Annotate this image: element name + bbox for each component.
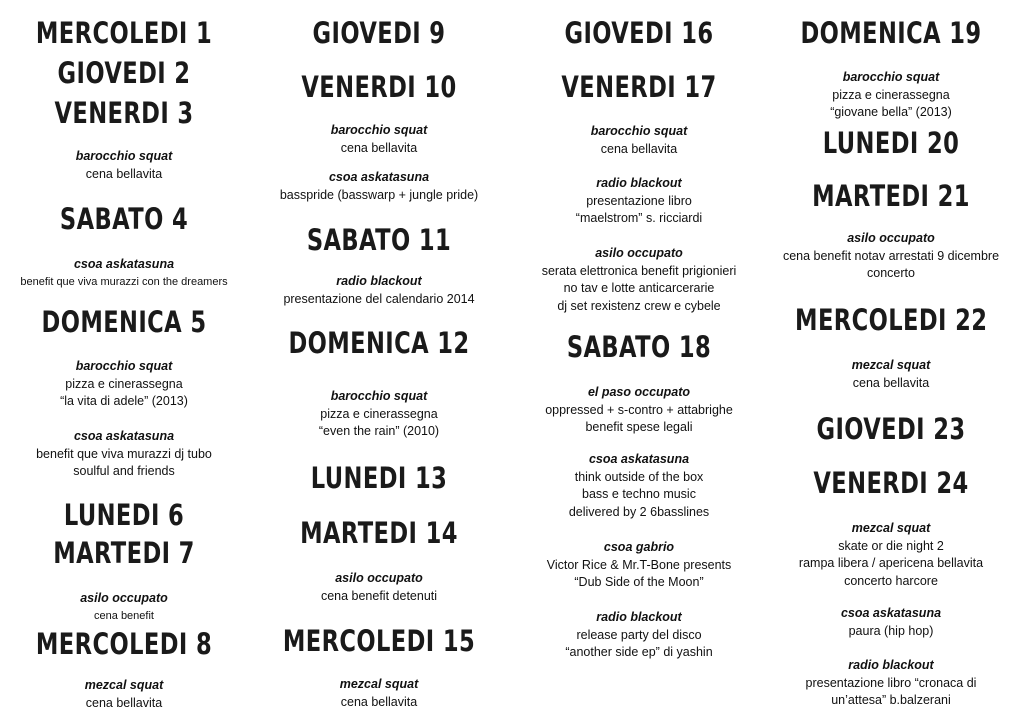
event-line: benefit que viva murazzi dj tubo: [36, 446, 212, 461]
event-line: delivered by 2 6basslines: [568, 504, 710, 519]
day-heading: VENERDI 10: [301, 70, 457, 104]
event-entry: [254, 676, 504, 711]
event-entry: [254, 122, 504, 157]
day-heading: MERCOLEDI 22: [795, 303, 988, 337]
event-entry: [768, 520, 1014, 590]
event-line: “maelstrom” s. ricciardi: [575, 211, 703, 225]
event-venue: csoa gabrio: [603, 540, 675, 554]
event-venue: radio blackout: [596, 610, 682, 624]
event-line: presentazione libro: [586, 193, 692, 208]
event-entry: [510, 175, 768, 228]
day-heading: MERCOLEDI 15: [282, 624, 476, 658]
event-line: “la vita di adele” (2013): [60, 394, 188, 408]
event-line: cena bellavita: [85, 695, 163, 710]
event-line: rampa libera / apericena bellavita: [798, 556, 984, 570]
day-heading: GIOVEDI 9: [312, 16, 446, 50]
event-line: release party del disco: [576, 627, 702, 642]
event-venue: barocchio squat: [330, 123, 428, 137]
event-entry: [254, 570, 504, 605]
event-line: cena benefit: [94, 609, 154, 622]
event-line: pizza e cinerassegna: [320, 406, 438, 421]
event-line: benefit que viva murazzi con the dreamers: [20, 275, 228, 288]
event-line: concerto: [867, 266, 915, 280]
day-heading: SABATO 4: [59, 202, 189, 236]
event-entry: [768, 69, 1014, 122]
event-entry: [510, 539, 768, 592]
day-heading: VENERDI 24: [813, 466, 969, 500]
event-venue: radio blackout: [596, 176, 682, 190]
day-heading: SABATO 11: [306, 223, 452, 257]
day-heading: GIOVEDI 16: [564, 16, 714, 50]
event-entry: [254, 388, 504, 441]
day-heading: DOMENICA 19: [800, 16, 982, 50]
event-venue: barocchio squat: [75, 149, 173, 163]
day-heading: VENERDI 17: [561, 70, 717, 104]
event-entry: [768, 230, 1014, 283]
day-heading: GIOVEDI 23: [816, 412, 966, 446]
event-line: “even the rain” (2010): [318, 424, 440, 438]
event-line: think outside of the box: [574, 469, 704, 484]
event-venue: asilo occupato: [335, 571, 423, 585]
event-entry: [0, 256, 248, 291]
event-line: dj set rexistenz crew e cybele: [557, 298, 721, 313]
event-venue: asilo occupato: [847, 231, 935, 245]
event-venue: csoa askatasuna: [328, 170, 430, 184]
event-entry: [0, 590, 248, 625]
event-entry: [0, 677, 248, 712]
event-entry: [0, 358, 248, 411]
event-line: cena bellavita: [340, 140, 418, 155]
event-venue: asilo occupato: [595, 246, 683, 260]
event-line: no tav e lotte anticarcerarie: [563, 281, 715, 295]
day-heading: DOMENICA 5: [41, 305, 207, 339]
day-heading: VENERDI 3: [54, 96, 194, 130]
event-line: Victor Rice & Mr.T-Bone presents: [546, 557, 732, 572]
event-entry: [510, 245, 768, 315]
day-heading: LUNEDI 13: [310, 461, 448, 495]
day-heading: LUNEDI 20: [822, 126, 960, 160]
event-line: benefit spese legali: [585, 420, 693, 434]
event-line: “Dub Side of the Moon”: [574, 575, 704, 589]
day-heading: DOMENICA 12: [288, 326, 470, 360]
event-entry: [768, 605, 1014, 640]
event-venue: mezcal squat: [339, 677, 419, 691]
event-line: pizza e cinerassegna: [832, 87, 950, 102]
day-heading: LUNEDI 6: [63, 498, 185, 532]
event-line: cena bellavita: [340, 694, 418, 709]
event-line: un’attesa” b.balzerani: [831, 693, 951, 707]
event-entry: [0, 428, 248, 481]
event-entry: [510, 123, 768, 158]
event-entry: [0, 148, 248, 183]
event-venue: el paso occupato: [587, 385, 691, 399]
event-venue: barocchio squat: [590, 124, 688, 138]
event-line: presentazione libro “cronaca di: [805, 675, 977, 690]
day-heading: MARTEDI 7: [53, 536, 195, 570]
event-entry: [510, 609, 768, 662]
event-line: cena bellavita: [85, 166, 163, 181]
event-line: “giovane bella” (2013): [830, 105, 952, 119]
event-line: soulful and friends: [73, 464, 175, 478]
event-entry: [768, 657, 1014, 710]
event-line: presentazione del calendario 2014: [283, 291, 475, 306]
event-entry: [510, 451, 768, 521]
event-venue: csoa askatasuna: [73, 257, 175, 271]
event-entry: [254, 169, 504, 204]
event-venue: barocchio squat: [842, 70, 940, 84]
event-venue: csoa askatasuna: [840, 606, 942, 620]
event-line: pizza e cinerassegna: [65, 376, 183, 391]
event-venue: barocchio squat: [75, 359, 173, 373]
event-venue: barocchio squat: [330, 389, 428, 403]
day-heading: GIOVEDI 2: [57, 56, 191, 90]
day-heading: MERCOLEDI 8: [35, 627, 213, 661]
event-line: skate or die night 2: [838, 538, 944, 553]
event-line: bass e techno music: [582, 487, 696, 501]
event-line: “another side ep” di yashin: [565, 645, 713, 659]
event-venue: asilo occupato: [80, 591, 168, 605]
event-entry: [768, 357, 1014, 392]
event-venue: mezcal squat: [84, 678, 164, 692]
event-line: cena bellavita: [600, 141, 678, 156]
event-venue: mezcal squat: [851, 521, 931, 535]
event-line: serata elettronica benefit prigionieri: [541, 263, 737, 278]
event-entry: [254, 273, 504, 308]
event-venue: radio blackout: [336, 274, 422, 288]
event-venue: csoa askatasuna: [588, 452, 690, 466]
day-heading: MARTEDI 14: [300, 516, 458, 550]
event-line: oppressed + s-contro + attabrighe: [545, 402, 733, 417]
day-heading: MERCOLEDI 1: [35, 16, 213, 50]
event-line: cena benefit detenuti: [320, 588, 438, 603]
event-line: concerto harcore: [844, 573, 938, 588]
day-heading: MARTEDI 21: [812, 179, 970, 213]
event-entry: [510, 384, 768, 437]
event-venue: radio blackout: [848, 658, 934, 672]
event-line: paura (hip hop): [848, 623, 934, 638]
event-line: cena benefit notav arrestati 9 dicembre: [782, 248, 1000, 263]
event-venue: mezcal squat: [851, 358, 931, 372]
event-line: cena bellavita: [852, 375, 930, 390]
day-heading: SABATO 18: [566, 330, 712, 364]
event-venue: csoa askatasuna: [73, 429, 175, 443]
event-line: basspride (basswarp + jungle pride): [279, 187, 479, 202]
